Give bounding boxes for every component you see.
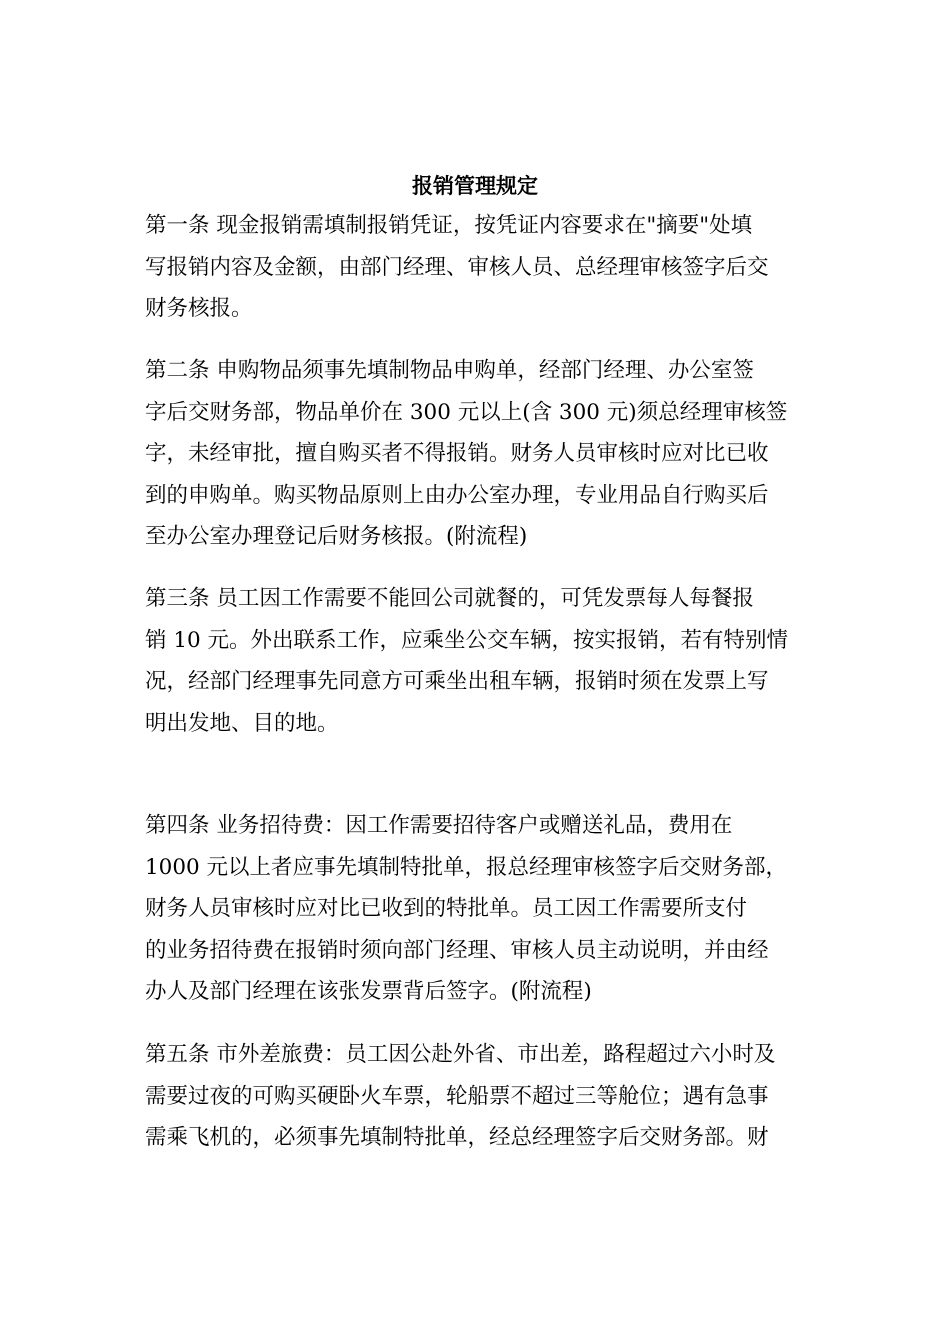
article-line: 的业务招待费在报销时须向部门经理、审核人员主动说明，并由经	[145, 937, 769, 963]
article-line: 明出发地、目的地。	[145, 710, 339, 736]
article-3	[145, 578, 813, 744]
article-line: 到的申购单。购买物品原则上由办公室办理，专业用品自行购买后	[145, 482, 769, 508]
article-line: 办人及部门经理在该张发票背后签字。(附流程)	[145, 979, 592, 1004]
article-line: 至办公室办理登记后财务核报。(附流程)	[145, 524, 528, 549]
article-line: 财务人员审核时应对比已收到的特批单。员工因工作需要所支付	[145, 896, 748, 921]
article-1	[145, 205, 813, 330]
article-line: 第三条 员工因工作需要不能回公司就餐的，可凭发票每人每餐报	[145, 586, 754, 611]
article-2	[145, 350, 813, 558]
document-title: 报销管理规定	[412, 174, 538, 198]
article-line: 写报销内容及金额，由部门经理、审核人员、总经理审核签字后交	[145, 254, 769, 280]
article-line: 字，未经审批，擅自购买者不得报销。财务人员审核时应对比已收	[145, 441, 769, 466]
article-line: 第一条 现金报销需填制报销凭证，按凭证内容要求在"摘要"处填	[145, 213, 753, 238]
article-line: 第四条 业务招待费：因工作需要招待客户或赠送礼品，费用在	[145, 813, 733, 838]
article-line: 需要过夜的可购买硬卧火车票，轮船票不超过三等舱位；遇有急事	[145, 1083, 769, 1109]
article-line: 销 10 元。外出联系工作，应乘坐公交车辆，按实报销，若有特别情	[145, 627, 789, 653]
article-line: 需乘飞机的，必须事先填制特批单，经总经理签字后交财务部。财	[145, 1125, 769, 1150]
article-line: 财务核报。	[145, 296, 253, 321]
article-line: 1000 元以上者应事先填制特批单，报总经理审核签字后交财务部，	[145, 854, 788, 880]
article-line: 字后交财务部，物品单价在 300 元以上(含 300 元)须总经理审核签	[145, 399, 788, 425]
article-line: 第二条 申购物品须事先填制物品申购单，经部门经理、办公室签	[145, 358, 754, 383]
article-4	[145, 805, 813, 1013]
article-5	[145, 1034, 813, 1159]
article-line: 第五条 市外差旅费：员工因公赴外省、市出差，路程超过六小时及	[145, 1042, 776, 1067]
article-line: 况，经部门经理事先同意方可乘坐出租车辆，报销时须在发票上写	[145, 669, 769, 694]
